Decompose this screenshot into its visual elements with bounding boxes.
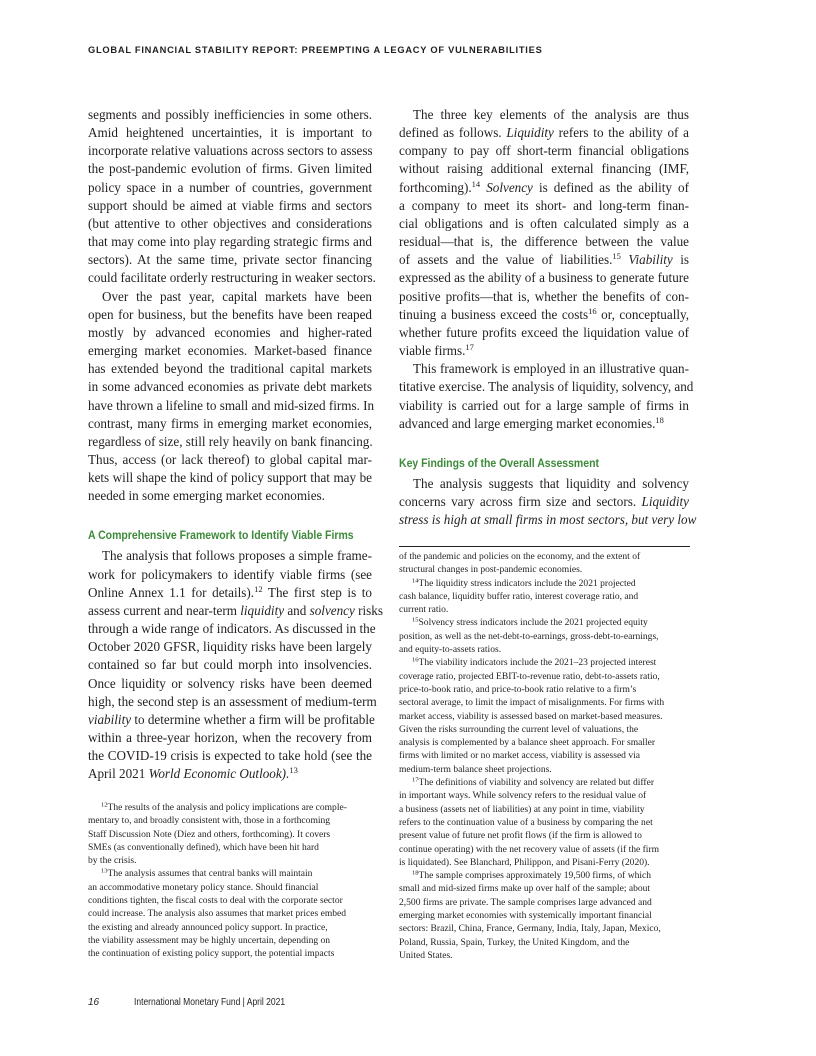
text-line: positive profits—that is, whether the benefits of con- [399,288,689,304]
text-line: the COVID-19 crisis is expected to take hold (see the [88,748,372,764]
body-paragraph [399,360,694,433]
text-line: of assets and the value of liabilities.$^{15}$ Viability is [399,251,689,268]
text-line: sectors). At the same time, private sector financing [88,252,372,268]
section-heading: Key Findings of the Overall Assessment [399,455,599,470]
page-footer [88,997,312,1008]
text-line: emerging market economies. Market-based finance [88,343,372,359]
text-line: mostly by advanced economies and higher-rated [88,324,372,340]
text-line: cial obligations and is often calculated simply as a [399,215,689,231]
section-heading: A Comprehensive Framework to Identify Viable Firms [88,528,354,543]
footnote-13-continued: of the pandemic and policies on the economy, and the extent of structural changes in post-pandemic economies. [399,551,641,576]
body-paragraph [88,547,383,783]
text-line: forthcoming).$^{14}$ Solvency is defined as the ability of [399,178,689,195]
text-line: assess current and near-term liquidity and solvency risks [88,602,383,618]
text-line: concerns vary across firm size and sectors. Liquidity [399,493,689,509]
footnote-16: $^{16}$The viability indicators include the 2021–23 projected interest coverage ratio, projected EBIT-to-revenue ratio, debt-to-assets ratio, price-to-book ratio, and price-to-book ratio relative to a firm’s sectoral average, to limit the impact of misalignments. For firms with market access, viability is assessed based on market-based measures. Given the risks surrounding the current level of valuations, the analysis is complemented by a balance sheet approach. For smaller firms with limited or no market access, viability is assessed via medium-term balance sheet projections. [399,656,665,775]
text-line: titative exercise. The analysis of liquidity, solvency, and [399,379,694,395]
text-line: a company to meet its short- and long-term finan- [399,197,689,213]
footnote-17: $^{17}$The definitions of viability and solvency are related but differ in important ways. While solvency refers to the residual value of a business (assets net of liabilities) at any point in time, viability refers to the continuation value of a business by comparing the net present value of future net profit flows (if the firm is allowed to continue operating) with the net recovery value of assets (if the firm is liquidated). See Blanchard, Philippon, and Pisani-Ferry (2020). [399,776,660,868]
text-line: contrast, many firms in emerging market economies, [88,415,372,431]
text-line: have thrown a lifeline to small and mid-sized firms. In [88,397,375,413]
running-head: GLOBAL FINANCIAL STABILITY REPORT: PREEMPTING A LEGACY OF VULNERABILITIES [88,45,543,55]
text-line: This framework is employed in an illustrative quan- [413,361,689,377]
text-line: viable firms.$^{17}$ [399,342,474,359]
footnote-14: $^{14}$The liquidity stress indicators include the 2021 projected cash balance, liquidity buffer ratio, interest coverage ratio, and current ratio. [399,577,639,616]
text-line: regardless of size, still rely heavily on bank financing. [88,433,373,449]
text-line: work for policymakers to identify viable firms (see [88,566,372,582]
body-paragraph [88,106,376,288]
text-line: has extended beyond the traditional capital markets [88,361,372,377]
text-line: (but attentive to other objectives and considerations [88,215,372,231]
page-number: 16 [88,997,100,1008]
body-paragraph [88,288,375,506]
text-line: support should be aimed at viable firms and sectors [88,197,372,213]
body-paragraph [399,475,697,529]
text-line: The analysis that follows proposes a simple frame- [102,548,372,564]
text-line: The analysis suggests that liquidity and solvency [413,475,689,491]
publisher-line: International Monetary Fund | April 2021 [134,997,286,1008]
text-line: Over the past year, capital markets have been [102,288,372,304]
text-line: advanced and large emerging market economies.$^{18}$ [399,414,664,431]
text-line: Once liquidity or solvency risks have been deemed [88,675,372,691]
footnote-divider [399,546,690,547]
text-line: incorporate relative valuations across sectors to assess [88,143,373,159]
text-line: Online Annex 1.1 for details).$^{12}$ The first step is to [88,583,372,600]
footnote-13: $^{13}$The analysis assumes that central banks will maintain an accommodative monetary policy stance. Should financial conditions tighten, the fiscal costs to deal with the corporate sector could increase. The analysis also assumes that market prices embed the existing and already announced policy support. In practice, the viability assessment may be highly uncertain, depending on the continuation of existing policy support, the potential impacts [88,867,347,960]
text-line: the post-pandemic evolution of firms. Given limited [88,161,372,177]
text-line: segments and possibly inefficiencies in some others. [88,107,372,122]
text-line: stress is high at small firms in most sectors, but very low [399,512,697,528]
text-line: policy space in a number of countries, government [88,179,372,195]
text-line: The three key elements of the analysis are thus [413,107,689,122]
text-line: Amid heightened uncertainties, it is important to [88,125,372,141]
text-line: company to pay off short-term financial obligations [399,143,689,159]
right-footnotes [399,550,691,962]
text-line: within a three-year horizon, when the recovery from [88,730,372,745]
left-footnotes [88,801,373,961]
text-line: could facilitate orderly restructuring in weaker sectors. [88,270,376,286]
text-line: in some advanced economies as private debt markets [88,379,372,395]
text-line: viability to determine whether a firm will be profitable [88,711,375,727]
text-line: kets will shape the kind of policy support that may be [88,470,372,486]
text-line: expressed as the ability of a business to generate future [399,270,689,286]
text-line: defined as follows. Liquidity refers to the ability of a [399,125,689,141]
text-line: that may come into play regarding strategic firms and [88,234,372,250]
body-paragraph [399,106,689,360]
footnote-15: $^{15}$Solvency stress indicators include the 2021 projected equity position, as well as the net-debt-to-earnings, gross-debt-to-earnings, and equity-to-assets ratios. [399,616,659,656]
text-line: high, the second step is an assessment of medium-term [88,693,377,709]
text-line: tinuing a business exceed the costs$^{16}$ or, conceptually, [399,305,689,322]
text-line: whether future profits exceed the liquidation value of [399,324,689,340]
footnote-12: $^{12}$The results of the analysis and policy implications are comple- mentary to, and broadly consistent with, those in a forthcoming Staff Discussion Note (Díez and others, forthcoming). It covers SMEs (as conventionally defined), which have been hit hard by the crisis. [88,801,347,867]
text-line: through a wide range of indicators. As discussed in the [88,621,376,637]
text-line: contained so far but could morph into insolvencies. [88,657,372,673]
text-line: viability is carried out for a large sample of firms in [399,397,689,413]
right-column [399,106,697,529]
text-line: October 2020 GFSR, liquidity risks have been largely [88,639,372,655]
footnote-18: $^{18}$The sample comprises approximately 19,500 firms, of which small and mid-sized firms make up over half of the sample; about 2,500 firms are private. The sample comprises large advanced and emerging market economies with systemically important financial sectors: Brazil, China, France, Germany, India, Italy, Japan, Mexico, Poland, Russia, Spain, Turkey, the United Kingdom, and the United States. [399,869,661,961]
text-line: without raising additional external financing (IMF, [399,161,689,177]
text-line: Thus, access (or lack thereof) to global capital mar- [88,451,372,467]
text-line: residual—that is, the difference between the value [399,234,689,250]
text-line: open for business, but the benefits have been reaped [88,306,372,322]
text-line: needed in some emerging market economies. [88,488,325,504]
text-line: April 2021 World Economic Outlook).$^{13}$ [88,765,298,782]
left-column [88,106,383,783]
